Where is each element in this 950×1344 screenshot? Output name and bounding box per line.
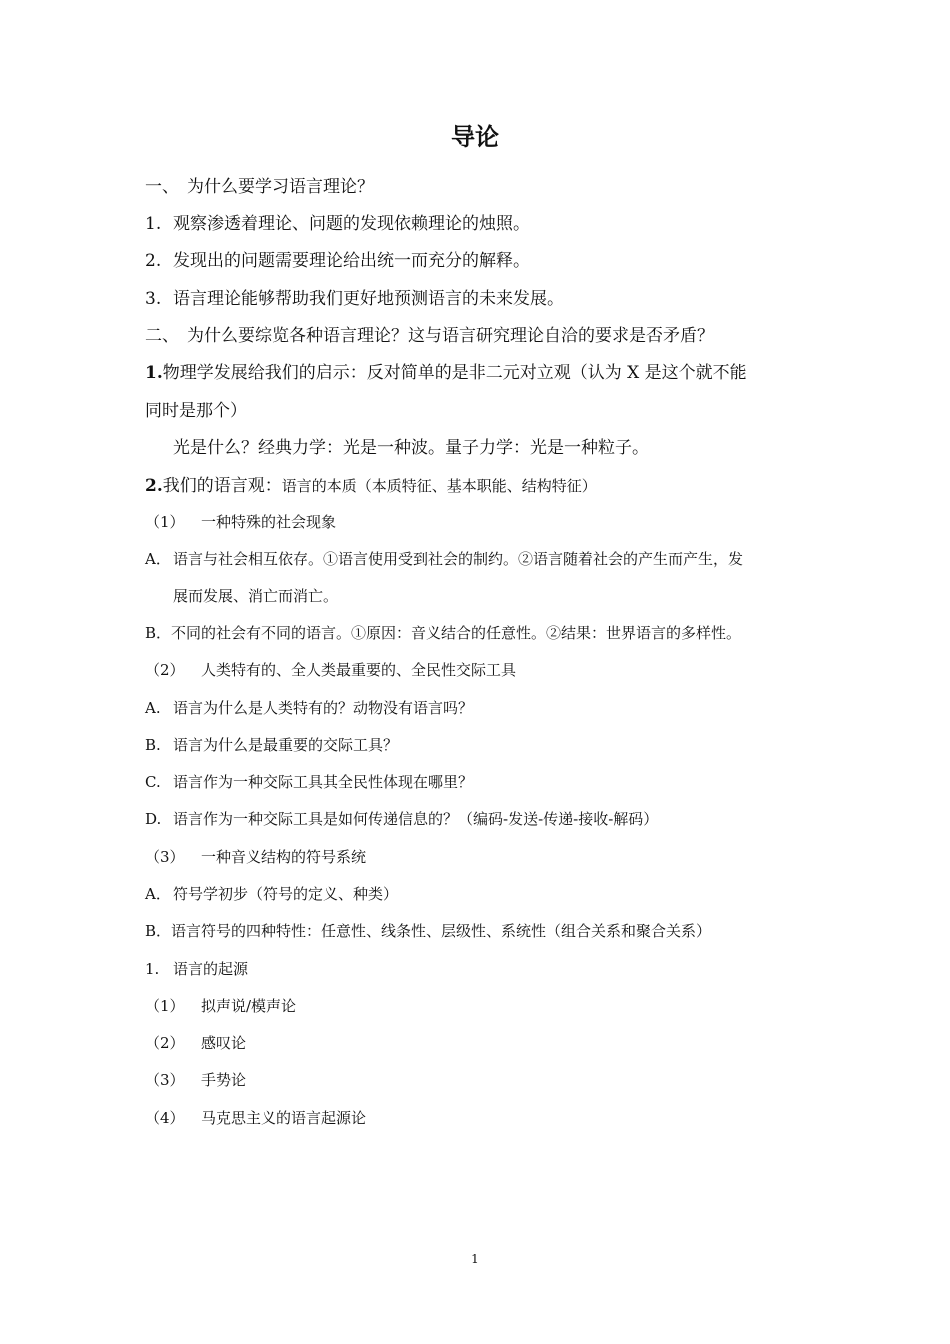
page-number: 1 [471, 1252, 479, 1266]
item-marker: （2） [145, 661, 185, 679]
line-text: 马克思主义的语言起源论 [201, 1109, 367, 1127]
page-title: 导论 [451, 123, 499, 151]
item-marker: （1） [145, 997, 185, 1015]
item-marker: 2. [145, 476, 163, 496]
line-text: 一种音义结构的符号系统 [201, 848, 367, 866]
line-text: 观察渗透着理论、问题的发现依赖理论的烛照。 [173, 214, 530, 234]
list-item-continuation [173, 585, 338, 606]
line-text: 人类特有的、全人类最重要的、全民性交际工具 [201, 661, 517, 679]
section-marker: 一、 [145, 177, 179, 197]
item-marker: （3） [145, 1071, 185, 1089]
line-text-small: 语言的本质（本质特征、基本职能、结构特征） [281, 477, 597, 495]
line-text: 感叹论 [201, 1034, 247, 1052]
line-text: 同时是那个） [145, 401, 247, 421]
line-text: 语言作为一种交际工具其全民性体现在哪里？ [173, 773, 474, 791]
item-marker: （2） [145, 1034, 185, 1052]
item-marker: 1. [145, 363, 163, 383]
line-text: 光是什么？经典力学：光是一种波。量子力学：光是一种粒子。 [173, 438, 649, 458]
list-item [145, 1107, 366, 1128]
item-marker: 3. [145, 289, 162, 309]
section-heading-2 [145, 321, 714, 346]
sub-heading [145, 846, 366, 867]
list-item [145, 883, 398, 904]
item-marker: B. [145, 736, 161, 754]
item-marker: 1. [145, 214, 162, 234]
sub-heading [145, 659, 516, 680]
line-text: 语言符号的四种特性：任意性、线条性、层级性、系统性（组合关系和聚合关系） [171, 922, 712, 940]
line-text: 一种特殊的社会现象 [201, 513, 337, 531]
item-marker: B． [145, 922, 172, 940]
item-marker: 1. [145, 960, 160, 978]
line-text: 物理学发展给我们的启示：反对简单的是非二元对立观（认为 X 是这个就不能 [162, 363, 747, 383]
list-item [145, 771, 473, 792]
line-text: 语言为什么是最重要的交际工具？ [173, 736, 399, 754]
line-text: 拟声说/模声论 [201, 997, 297, 1015]
list-item [145, 471, 597, 496]
item-marker: （1） [145, 513, 185, 531]
line-text: 语言的起源 [173, 960, 249, 978]
item-marker: A． [145, 885, 171, 903]
list-item [145, 209, 530, 234]
list-item [145, 697, 473, 718]
list-item [145, 1032, 246, 1053]
item-marker: B． [145, 624, 172, 642]
list-item [145, 358, 747, 383]
item-marker: （4） [145, 1109, 185, 1127]
line-text: 我们的语言观： [162, 476, 282, 496]
line-text: 不同的社会有不同的语言。①原因：音义结合的任意性。②结果：世界语言的多样性。 [171, 624, 742, 642]
line-text: 为什么要学习语言理论？ [187, 177, 374, 197]
section-heading-1 [145, 172, 374, 197]
list-item [145, 246, 530, 271]
line-text: 语言与社会相互依存。①语言使用受到社会的制约。②语言随着社会的产生而产生，发 [173, 550, 744, 568]
item-marker: C. [145, 773, 161, 791]
line-text: 语言理论能够帮助我们更好地预测语言的未来发展。 [173, 289, 564, 309]
line-text: 发现出的问题需要理论给出统一而充分的解释。 [173, 251, 530, 271]
item-marker: 2. [145, 251, 162, 271]
paragraph [173, 433, 649, 458]
list-item [145, 995, 296, 1016]
list-item [145, 734, 398, 755]
list-item [145, 808, 658, 829]
line-text: 手势论 [201, 1071, 247, 1089]
list-item [145, 1069, 246, 1090]
line-text: 符号学初步（符号的定义、种类） [173, 885, 399, 903]
line-text: 语言为什么是人类特有的？动物没有语言吗？ [173, 699, 474, 717]
item-marker: A． [145, 550, 171, 568]
list-item [145, 548, 743, 569]
list-item [145, 958, 248, 979]
line-text: 展而发展、消亡而消亡。 [173, 587, 339, 605]
list-item-continuation [145, 396, 247, 421]
item-marker: D. [145, 810, 162, 828]
list-item [145, 920, 711, 941]
list-item [145, 284, 564, 309]
line-text: 语言作为一种交际工具是如何传递信息的？（编码-发送-传递-接收-解码） [173, 810, 659, 828]
item-marker: A. [145, 699, 161, 717]
item-marker: （3） [145, 848, 185, 866]
line-text: 为什么要综览各种语言理论？这与语言研究理论自洽的要求是否矛盾？ [187, 326, 714, 346]
section-marker: 二、 [145, 326, 179, 346]
list-item [145, 622, 741, 643]
sub-heading [145, 511, 336, 532]
